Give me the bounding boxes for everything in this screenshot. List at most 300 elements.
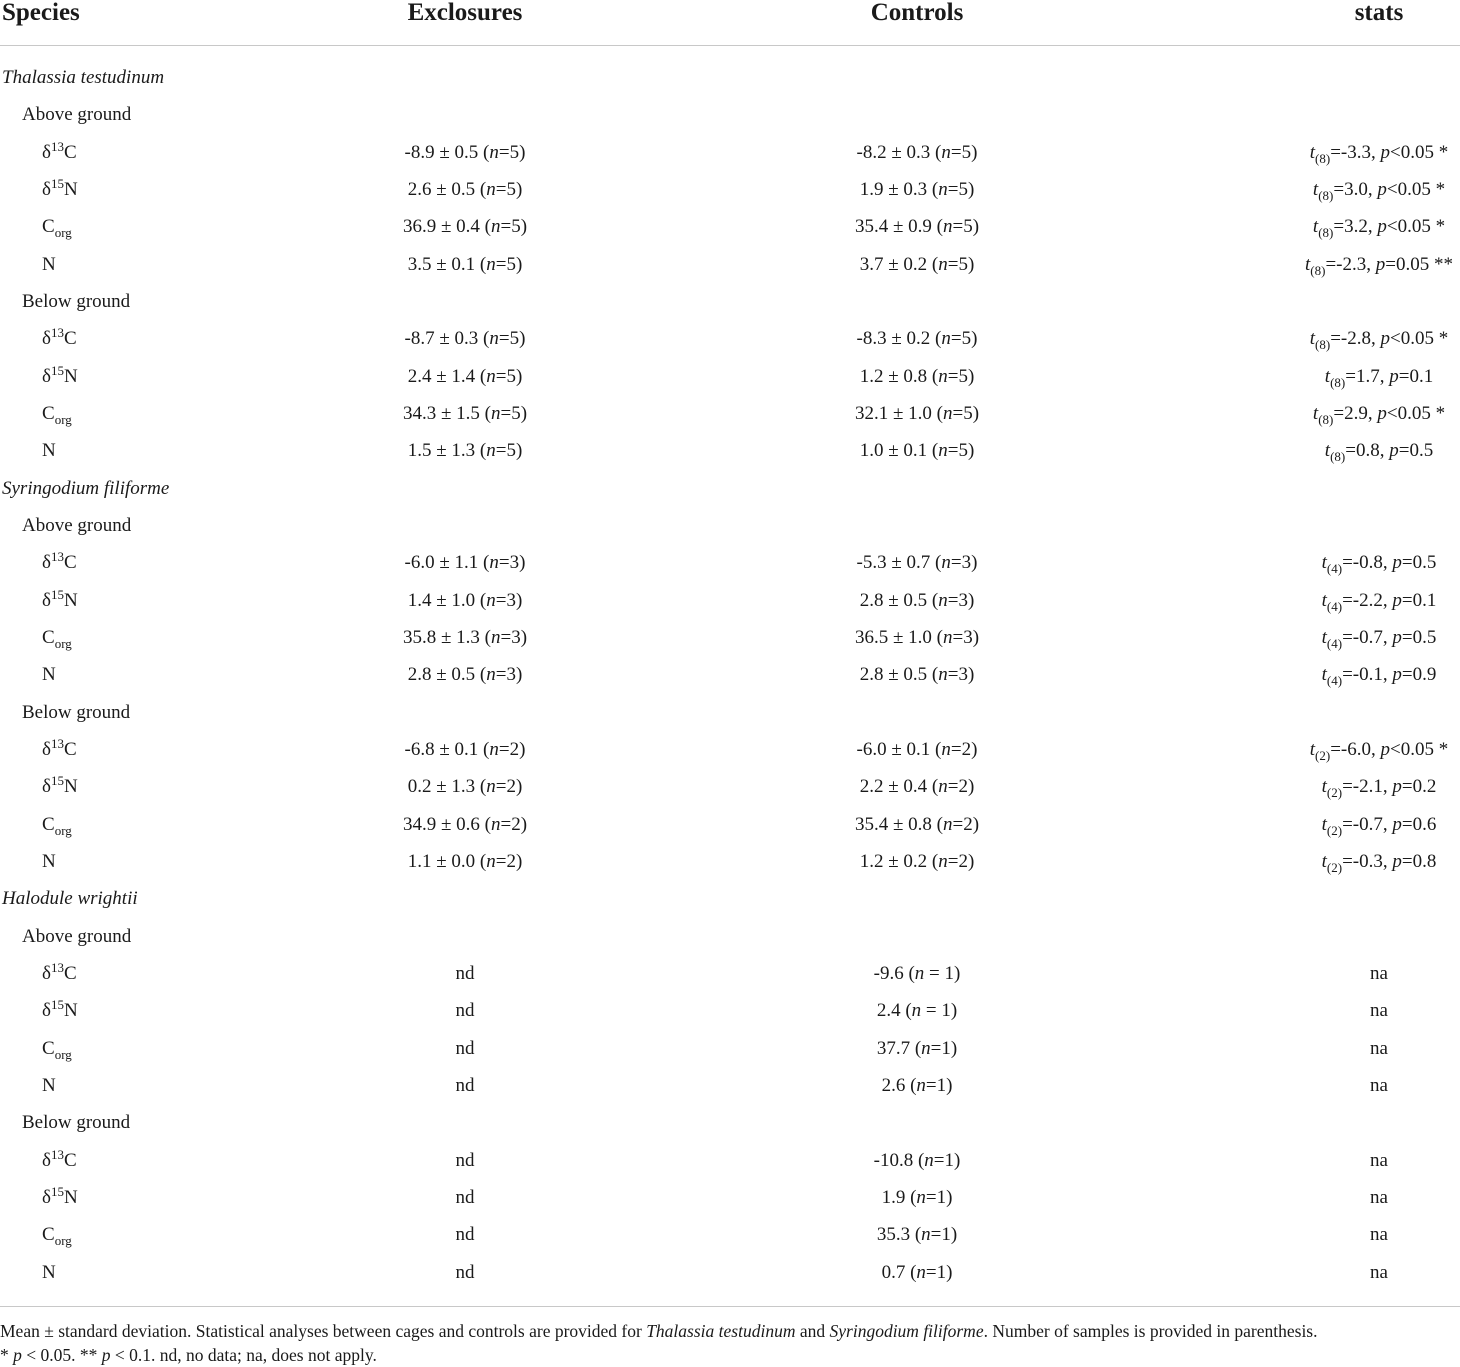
delta-symbol: δ — [42, 328, 51, 350]
mean-value: 35.4 ± 0.8 ( — [854, 813, 943, 835]
sample-count: =5) — [495, 179, 523, 200]
exclosures-cell: nd — [455, 1037, 475, 1059]
sample-count: =1) — [930, 1224, 958, 1246]
sample-count: =2) — [947, 776, 975, 798]
p-value: <0.05 — [1386, 403, 1431, 424]
delta-symbol: δ — [42, 962, 51, 984]
table-row — [0, 320, 1460, 357]
degrees-of-freedom: (8) — [1310, 262, 1326, 278]
t-symbol: t — [1321, 552, 1327, 574]
controls-cell — [874, 955, 961, 992]
mean-value: 34.3 ± 1.5 ( — [402, 403, 491, 424]
exclosures-cell — [408, 843, 523, 880]
tissue-heading — [0, 694, 1460, 731]
controls-cell — [860, 656, 975, 693]
element-symbol: C — [42, 403, 55, 424]
mean-value: 1.1 ± 0.0 ( — [407, 850, 487, 872]
t-value: =-0.8, — [1342, 552, 1393, 574]
sample-count: =5) — [495, 440, 523, 462]
isotope-mass: 13 — [50, 138, 64, 154]
table-row — [0, 1067, 1460, 1104]
parameter-label — [42, 1067, 56, 1104]
table-row — [0, 544, 1460, 581]
mean-value: -10.8 ( — [873, 1149, 925, 1171]
element-symbol: N — [63, 1000, 78, 1022]
exclosures-cell: nd — [455, 1074, 475, 1096]
stats-cell — [1322, 582, 1437, 619]
mean-value: 35.3 ( — [876, 1224, 922, 1246]
isotope-mass: 15 — [50, 997, 64, 1013]
mean-value: 2.4 ± 1.4 ( — [407, 365, 487, 387]
controls-cell — [882, 1254, 953, 1291]
species-heading — [0, 59, 1460, 96]
stats-cell — [1305, 246, 1453, 283]
mean-value: 1.2 ± 0.2 ( — [859, 850, 939, 872]
sample-count: =5) — [498, 141, 526, 163]
n-symbol: n — [942, 626, 953, 648]
exclosures-cell — [403, 619, 527, 656]
isotope-mass: 13 — [50, 959, 64, 975]
t-value: =0.8, — [1345, 440, 1390, 462]
delta-symbol: δ — [42, 552, 51, 574]
table-row — [0, 843, 1460, 880]
element-symbol: C — [42, 1224, 55, 1246]
t-value: =-0.1, — [1342, 664, 1393, 686]
n-symbol: n — [941, 738, 951, 760]
table-row — [0, 395, 1460, 432]
p-value: <0.05 — [1386, 179, 1431, 200]
n-symbol: n — [489, 738, 499, 760]
stats-cell — [1322, 544, 1437, 581]
parameter-label — [42, 1142, 77, 1179]
stats-cell — [1313, 171, 1445, 208]
controls-cell — [877, 1216, 957, 1253]
n-symbol: n — [941, 328, 951, 350]
exclosures-cell — [408, 358, 523, 395]
sample-count: =2) — [950, 738, 978, 760]
mean-value: 0.2 ± 1.3 ( — [407, 776, 487, 798]
parameter-label — [42, 1216, 72, 1253]
sample-count: =5) — [947, 253, 975, 275]
mean-value: 1.9 ( — [881, 1186, 917, 1208]
element-symbol: C — [42, 1037, 55, 1059]
n-symbol: n — [938, 664, 948, 686]
mean-value: 37.7 ( — [876, 1037, 922, 1059]
n-symbol: n — [916, 1186, 926, 1208]
controls-cell — [860, 171, 975, 208]
t-value: =-2.2, — [1342, 589, 1393, 611]
tissue-name: Below ground — [22, 291, 131, 312]
mean-value: -5.3 ± 0.7 ( — [856, 552, 942, 574]
mean-value: 3.5 ± 0.1 ( — [407, 253, 487, 275]
t-symbol: t — [1324, 365, 1331, 387]
sample-count: =3) — [950, 552, 978, 574]
t-symbol: t — [1309, 141, 1316, 163]
significance-marker: * — [1433, 328, 1449, 350]
table-header — [0, 0, 1460, 46]
p-symbol: p — [1380, 141, 1391, 163]
element-symbol: C — [42, 626, 55, 648]
sample-count: =5) — [947, 179, 975, 200]
sample-count: =1) — [925, 1186, 953, 1208]
n-symbol: n — [942, 813, 953, 835]
sample-count: =5) — [952, 216, 980, 238]
subscript-org: org — [54, 1046, 72, 1062]
controls-cell — [860, 358, 975, 395]
sample-count: =2) — [495, 776, 523, 798]
p-value: <0.05 — [1390, 738, 1434, 760]
delta-symbol: δ — [42, 1186, 51, 1208]
mean-value: -8.7 ± 0.3 ( — [404, 328, 490, 350]
t-value: =-0.7, — [1342, 626, 1393, 648]
degrees-of-freedom: (8) — [1330, 449, 1346, 465]
tissue-heading — [0, 283, 1460, 320]
parameter-label — [42, 1254, 56, 1291]
parameter-label — [42, 395, 72, 432]
header-exclosures: Exclosures — [407, 0, 523, 26]
mean-value: 1.0 ± 0.1 ( — [859, 440, 939, 462]
sample-count: =3) — [947, 664, 975, 686]
p-value: =0.9 — [1401, 664, 1437, 686]
degrees-of-freedom: (8) — [1318, 412, 1334, 427]
sample-count: =3) — [947, 589, 975, 611]
mean-value: -8.2 ± 0.3 ( — [856, 141, 942, 163]
n-symbol: n — [489, 141, 499, 163]
table-row — [0, 1030, 1460, 1067]
controls-cell — [855, 208, 979, 245]
element-symbol: N — [42, 1261, 56, 1283]
element-symbol: C — [42, 813, 55, 835]
degrees-of-freedom: (2) — [1326, 785, 1343, 801]
n-symbol: n — [938, 179, 948, 200]
table-row — [0, 134, 1460, 171]
sample-count: =1) — [925, 1074, 953, 1096]
exclosures-cell — [403, 395, 527, 432]
t-symbol: t — [1321, 626, 1327, 648]
stats-cell: na — [1370, 1000, 1388, 1022]
p-symbol: p — [1392, 776, 1402, 798]
parameter-label — [42, 208, 72, 245]
exclosures-cell — [408, 432, 523, 469]
t-symbol: t — [1321, 850, 1327, 872]
delta-symbol: δ — [42, 738, 51, 760]
t-value: =1.7, — [1345, 365, 1390, 387]
controls-cell — [857, 544, 978, 581]
mean-value: 2.8 ± 0.5 ( — [859, 589, 939, 611]
table-row — [0, 208, 1460, 245]
mean-value: 36.9 ± 0.4 ( — [402, 216, 491, 238]
sample-count: =5) — [500, 216, 528, 238]
parameter-label — [42, 246, 56, 283]
stats-cell: na — [1370, 1037, 1388, 1059]
controls-cell — [877, 1030, 957, 1067]
n-symbol: n — [938, 776, 948, 798]
table-row — [0, 1179, 1460, 1216]
table-row — [0, 432, 1460, 469]
table-row — [0, 582, 1460, 619]
controls-cell — [882, 1179, 953, 1216]
stats-cell — [1322, 768, 1437, 805]
element-symbol: N — [63, 589, 78, 611]
parameter-label — [42, 955, 77, 992]
n-symbol: n — [486, 664, 496, 686]
exclosures-cell — [408, 768, 523, 805]
parameter-label — [42, 806, 72, 843]
n-symbol: n — [490, 813, 501, 835]
header-controls: Controls — [870, 0, 964, 26]
controls-cell — [877, 992, 957, 1029]
t-value: =-2.8, — [1330, 328, 1381, 350]
p-symbol: p — [1377, 403, 1387, 424]
p-symbol: p — [1392, 664, 1402, 686]
mean-value: 2.2 ± 0.4 ( — [859, 776, 939, 798]
element-symbol: N — [63, 365, 78, 387]
t-symbol: t — [1321, 813, 1327, 835]
controls-cell — [855, 619, 979, 656]
element-symbol: C — [63, 738, 77, 760]
mean-value: 0.7 ( — [881, 1261, 917, 1283]
mean-value: 1.4 ± 1.0 ( — [407, 589, 487, 611]
n-symbol: n — [938, 850, 948, 872]
exclosures-cell — [408, 171, 523, 208]
element-symbol: C — [42, 216, 55, 238]
p-value: <0.05 — [1386, 216, 1431, 238]
degrees-of-freedom: (8) — [1318, 188, 1334, 203]
isotope-mass: 15 — [50, 1183, 64, 1199]
t-symbol: t — [1321, 664, 1327, 686]
p-value: =0.1 — [1401, 589, 1437, 611]
table-row — [0, 1254, 1460, 1291]
element-symbol: N — [42, 440, 56, 462]
species-name: Halodule wrightii — [2, 888, 138, 910]
sample-count: =3) — [498, 552, 526, 574]
t-value: =-6.0, — [1330, 738, 1381, 760]
n-symbol: n — [486, 776, 496, 798]
delta-symbol: δ — [42, 1149, 51, 1171]
parameter-label — [42, 582, 78, 619]
degrees-of-freedom: (2) — [1326, 822, 1343, 838]
stats-cell — [1322, 619, 1437, 656]
tissue-name: Above ground — [22, 925, 132, 947]
p-symbol: p — [1392, 850, 1402, 872]
mean-value: 34.9 ± 0.6 ( — [402, 813, 491, 835]
subscript-org: org — [54, 225, 72, 241]
parameter-label — [42, 843, 56, 880]
sample-count: =2) — [947, 850, 975, 872]
element-symbol: C — [63, 141, 77, 163]
isotope-mass: 13 — [50, 1146, 64, 1162]
t-value: =3.2, — [1333, 216, 1378, 238]
stats-cell — [1322, 843, 1437, 880]
parameter-label — [42, 544, 77, 581]
tissue-heading — [0, 96, 1460, 133]
t-symbol: t — [1309, 328, 1316, 350]
tissue-heading — [0, 1104, 1460, 1141]
mean-value: 35.4 ± 0.9 ( — [854, 216, 943, 238]
p-symbol: p — [1380, 328, 1391, 350]
mean-value: -8.9 ± 0.5 ( — [404, 141, 490, 163]
n-symbol: n — [914, 962, 925, 984]
t-symbol: t — [1309, 738, 1316, 760]
controls-cell — [860, 432, 975, 469]
t-value: =-2.3, — [1325, 253, 1376, 275]
t-value: =-2.1, — [1342, 776, 1393, 798]
exclosures-cell: nd — [455, 1000, 475, 1022]
n-symbol: n — [942, 216, 953, 238]
mean-value: -8.3 ± 0.2 ( — [856, 328, 942, 350]
parameter-label — [42, 656, 56, 693]
significance-marker: ** — [1429, 253, 1453, 275]
mean-value: 2.6 ( — [881, 1074, 917, 1096]
sample-count: =3) — [495, 664, 523, 686]
table-row — [0, 619, 1460, 656]
stats-cell — [1310, 134, 1448, 171]
t-value: =-0.3, — [1342, 850, 1393, 872]
exclosures-cell — [408, 246, 523, 283]
element-symbol: C — [63, 962, 77, 984]
p-symbol: p — [1392, 552, 1402, 574]
p-symbol: p — [1375, 253, 1386, 275]
parameter-label — [42, 432, 56, 469]
stats-cell: na — [1370, 1074, 1388, 1096]
p-value: =0.6 — [1401, 813, 1437, 835]
exclosures-cell — [403, 208, 527, 245]
p-value: <0.05 — [1390, 141, 1434, 163]
stats-cell — [1310, 731, 1448, 768]
table-row — [0, 731, 1460, 768]
subscript-org: org — [54, 822, 72, 838]
sample-count: =1) — [933, 1149, 961, 1171]
exclosures-cell — [403, 806, 527, 843]
p-value: =0.1 — [1398, 365, 1434, 387]
mean-value: -6.8 ± 0.1 ( — [404, 738, 490, 760]
isotope-mass: 13 — [50, 735, 64, 751]
element-symbol: N — [42, 850, 56, 872]
sample-count: =2) — [952, 813, 980, 835]
delta-symbol: δ — [42, 141, 51, 163]
parameter-label — [42, 358, 78, 395]
mean-value: -6.0 ± 1.1 ( — [404, 552, 490, 574]
controls-cell — [857, 731, 978, 768]
p-value: =0.5 — [1401, 626, 1437, 648]
tissue-heading — [0, 507, 1460, 544]
n-symbol: n — [911, 1000, 922, 1022]
table-row — [0, 171, 1460, 208]
element-symbol: N — [42, 664, 56, 686]
sample-count: =5) — [947, 440, 975, 462]
controls-cell — [860, 768, 975, 805]
n-symbol: n — [942, 403, 953, 424]
subscript-org: org — [54, 635, 72, 651]
sample-count: =5) — [950, 328, 978, 350]
n-symbol: n — [486, 589, 496, 611]
table-row — [0, 358, 1460, 395]
t-symbol: t — [1305, 253, 1311, 275]
exclosures-cell — [405, 134, 526, 171]
table-row — [0, 1216, 1460, 1253]
t-symbol: t — [1312, 403, 1319, 424]
controls-cell — [882, 1067, 953, 1104]
exclosures-cell — [408, 656, 523, 693]
element-symbol: N — [42, 1074, 56, 1096]
significance-marker: * — [1430, 403, 1446, 424]
element-symbol: C — [63, 328, 77, 350]
controls-cell — [874, 1142, 961, 1179]
footnote-line-1: Mean ± standard deviation. Statistical analyses between cages and controls are provided for Thalassia testudinum and Syringodium filiforme. Number of samples is provided in parenthesis. — [0, 1321, 1318, 1341]
n-symbol: n — [938, 440, 948, 462]
mean-value: 1.9 ± 0.3 ( — [859, 179, 939, 200]
parameter-label — [42, 731, 77, 768]
sample-count: =5) — [952, 403, 980, 424]
subscript-org: org — [54, 1233, 72, 1249]
element-symbol: N — [63, 776, 78, 798]
controls-cell — [860, 582, 975, 619]
sample-count: = 1) — [921, 1000, 958, 1022]
sample-count: =5) — [947, 365, 975, 387]
species-name: Thalassia testudinum — [2, 67, 165, 88]
mean-value: 1.5 ± 1.3 ( — [407, 440, 487, 462]
parameter-label — [42, 1030, 72, 1067]
exclosures-cell — [405, 320, 526, 357]
n-symbol: n — [941, 552, 951, 574]
significance-marker: * — [1430, 179, 1446, 200]
n-symbol: n — [921, 1037, 931, 1059]
stats-cell — [1313, 395, 1445, 432]
p-value: =0.5 — [1398, 440, 1434, 462]
footnote-line-2: * p < 0.05. ** p < 0.1. nd, no data; na, does not apply. — [0, 1345, 377, 1365]
mean-value: 32.1 ± 1.0 ( — [854, 403, 943, 424]
significance-marker: * — [1433, 738, 1449, 760]
table-row — [0, 656, 1460, 693]
mean-value: 1.2 ± 0.8 ( — [859, 365, 939, 387]
p-value: =0.2 — [1401, 776, 1437, 798]
mean-value: -6.0 ± 0.1 ( — [856, 738, 942, 760]
controls-cell — [855, 806, 979, 843]
p-symbol: p — [1377, 216, 1387, 238]
isotope-mass: 15 — [50, 362, 64, 378]
t-symbol: t — [1312, 179, 1319, 200]
parameter-label — [42, 768, 78, 805]
isotope-mass: 15 — [50, 773, 64, 789]
p-symbol: p — [1377, 179, 1387, 200]
mean-value: 2.6 ± 0.5 ( — [407, 179, 487, 200]
species-name: Syringodium filiforme — [2, 477, 170, 499]
degrees-of-freedom: (4) — [1326, 635, 1343, 651]
subscript-org: org — [54, 412, 72, 427]
species-heading — [0, 880, 1460, 917]
element-symbol: C — [63, 552, 77, 574]
isotope-mass: 15 — [50, 176, 64, 191]
n-symbol: n — [941, 141, 951, 163]
stats-cell — [1322, 806, 1437, 843]
element-symbol: N — [63, 179, 78, 200]
t-value: =3.0, — [1333, 179, 1378, 200]
sample-count: =1) — [925, 1261, 953, 1283]
stats-cell: na — [1370, 1261, 1388, 1283]
exclosures-cell: nd — [455, 1186, 475, 1208]
p-symbol: p — [1389, 440, 1399, 462]
sample-count: =3) — [500, 626, 528, 648]
parameter-label — [42, 992, 78, 1029]
t-symbol: t — [1321, 589, 1327, 611]
delta-symbol: δ — [42, 589, 51, 611]
n-symbol: n — [486, 179, 496, 200]
sample-count: =5) — [495, 365, 523, 387]
parameter-label — [42, 1179, 78, 1216]
table-row — [0, 806, 1460, 843]
t-value: =-0.7, — [1342, 813, 1393, 835]
degrees-of-freedom: (4) — [1326, 598, 1343, 614]
